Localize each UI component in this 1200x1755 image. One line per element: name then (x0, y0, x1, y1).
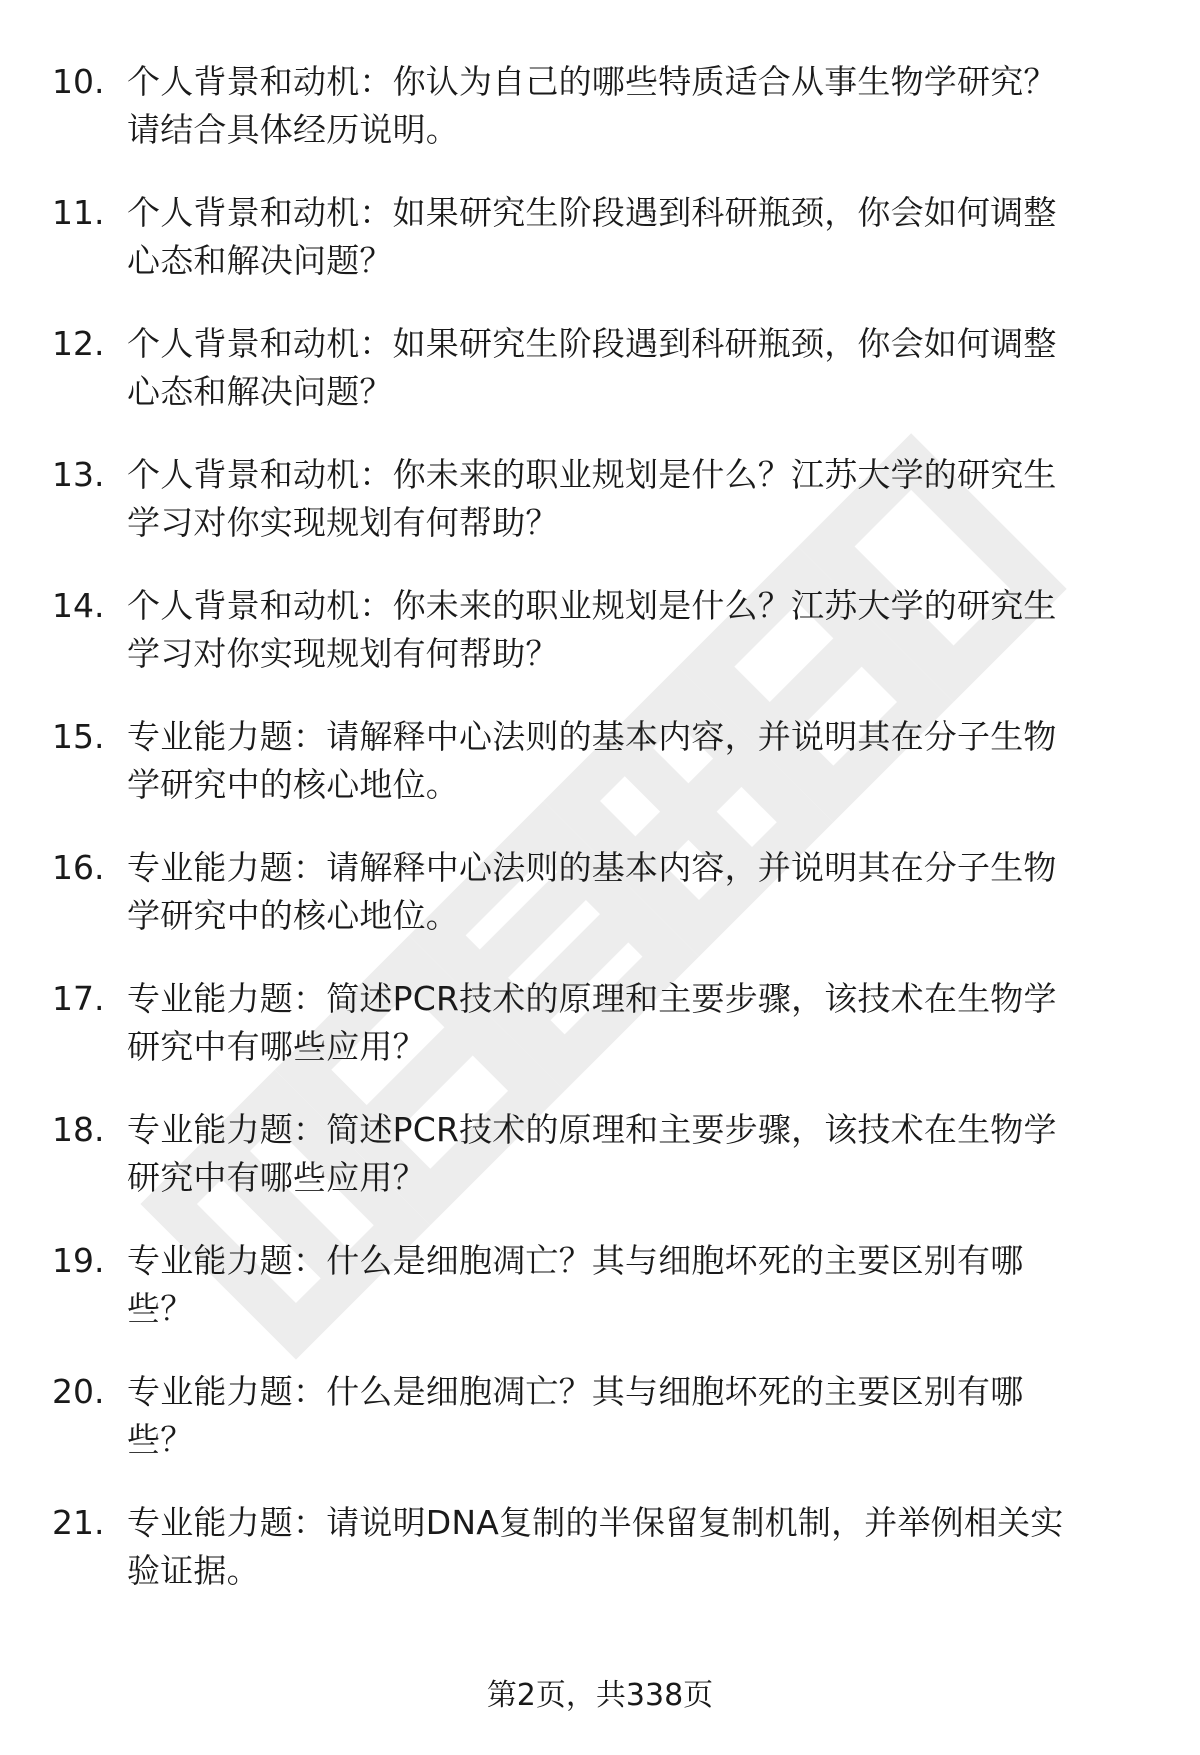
question-text (127, 58, 1147, 154)
question-line: 验证据。 (127, 1551, 260, 1590)
question-line: 心态和解决问题？ (127, 241, 393, 280)
question-text (127, 1368, 1147, 1464)
question-line: 专业能力题：什么是细胞凋亡？其与细胞坏死的主要区别有哪 (127, 1241, 1024, 1280)
question-line: 些？ (127, 1289, 194, 1328)
question-number: 13. (52, 455, 105, 494)
question-text (127, 320, 1147, 416)
question-number: 17. (52, 979, 105, 1018)
question-number: 16. (52, 848, 105, 887)
question-number: 10. (52, 62, 105, 101)
page-footer: 第2页，共338页 (486, 1678, 714, 1713)
question-number: 12. (52, 324, 105, 363)
question-text (127, 844, 1147, 940)
question-number: 19. (52, 1241, 105, 1280)
question-line: 些？ (127, 1420, 194, 1459)
list-item (0, 1499, 1200, 1609)
question-number: 15. (52, 717, 105, 756)
question-line: 学研究中的核心地位。 (127, 765, 459, 804)
list-item (0, 582, 1200, 692)
question-line: 研究中有哪些应用？ (127, 1158, 426, 1197)
question-line: 专业能力题：请解释中心法则的基本内容，并说明其在分子生物 (127, 848, 1057, 887)
question-line: 心态和解决问题？ (127, 372, 393, 411)
list-item (0, 1368, 1200, 1478)
list-item (0, 975, 1200, 1085)
question-line: 个人背景和动机：你认为自己的哪些特质适合从事生物学研究？ (127, 62, 1057, 101)
question-line: 个人背景和动机：如果研究生阶段遇到科研瓶颈，你会如何调整 (127, 324, 1057, 363)
question-text (127, 451, 1147, 547)
question-text (127, 713, 1147, 809)
question-text (127, 189, 1147, 285)
list-item (0, 1106, 1200, 1216)
list-item (0, 58, 1200, 168)
list-item (0, 451, 1200, 561)
question-line: 请结合具体经历说明。 (127, 110, 459, 149)
question-text (127, 975, 1147, 1071)
question-line: 个人背景和动机：如果研究生阶段遇到科研瓶颈，你会如何调整 (127, 193, 1057, 232)
question-line: 学习对你实现规划有何帮助？ (127, 634, 559, 673)
question-line: 专业能力题：简述PCR技术的原理和主要步骤，该技术在生物学 (127, 979, 1057, 1018)
question-text (127, 1106, 1147, 1202)
question-line: 学习对你实现规划有何帮助？ (127, 503, 559, 542)
question-line: 专业能力题：请解释中心法则的基本内容，并说明其在分子生物 (127, 717, 1057, 756)
question-line: 个人背景和动机：你未来的职业规划是什么？江苏大学的研究生 (127, 586, 1057, 625)
question-line: 专业能力题：什么是细胞凋亡？其与细胞坏死的主要区别有哪 (127, 1372, 1024, 1411)
question-line: 学研究中的核心地位。 (127, 896, 459, 935)
list-item (0, 320, 1200, 430)
list-item (0, 713, 1200, 823)
question-number: 21. (52, 1503, 105, 1542)
question-number: 20. (52, 1372, 105, 1411)
question-line: 研究中有哪些应用？ (127, 1027, 426, 1066)
question-text (127, 582, 1147, 678)
list-item (0, 844, 1200, 954)
list-item (0, 189, 1200, 299)
question-line: 专业能力题：请说明DNA复制的半保留复制机制，并举例相关实 (127, 1503, 1064, 1542)
question-line: 专业能力题：简述PCR技术的原理和主要步骤，该技术在生物学 (127, 1110, 1057, 1149)
question-line: 个人背景和动机：你未来的职业规划是什么？江苏大学的研究生 (127, 455, 1057, 494)
question-number: 11. (52, 193, 105, 232)
question-number: 14. (52, 586, 105, 625)
question-text (127, 1237, 1147, 1333)
question-text (127, 1499, 1147, 1595)
question-number: 18. (52, 1110, 105, 1149)
list-item (0, 1237, 1200, 1347)
